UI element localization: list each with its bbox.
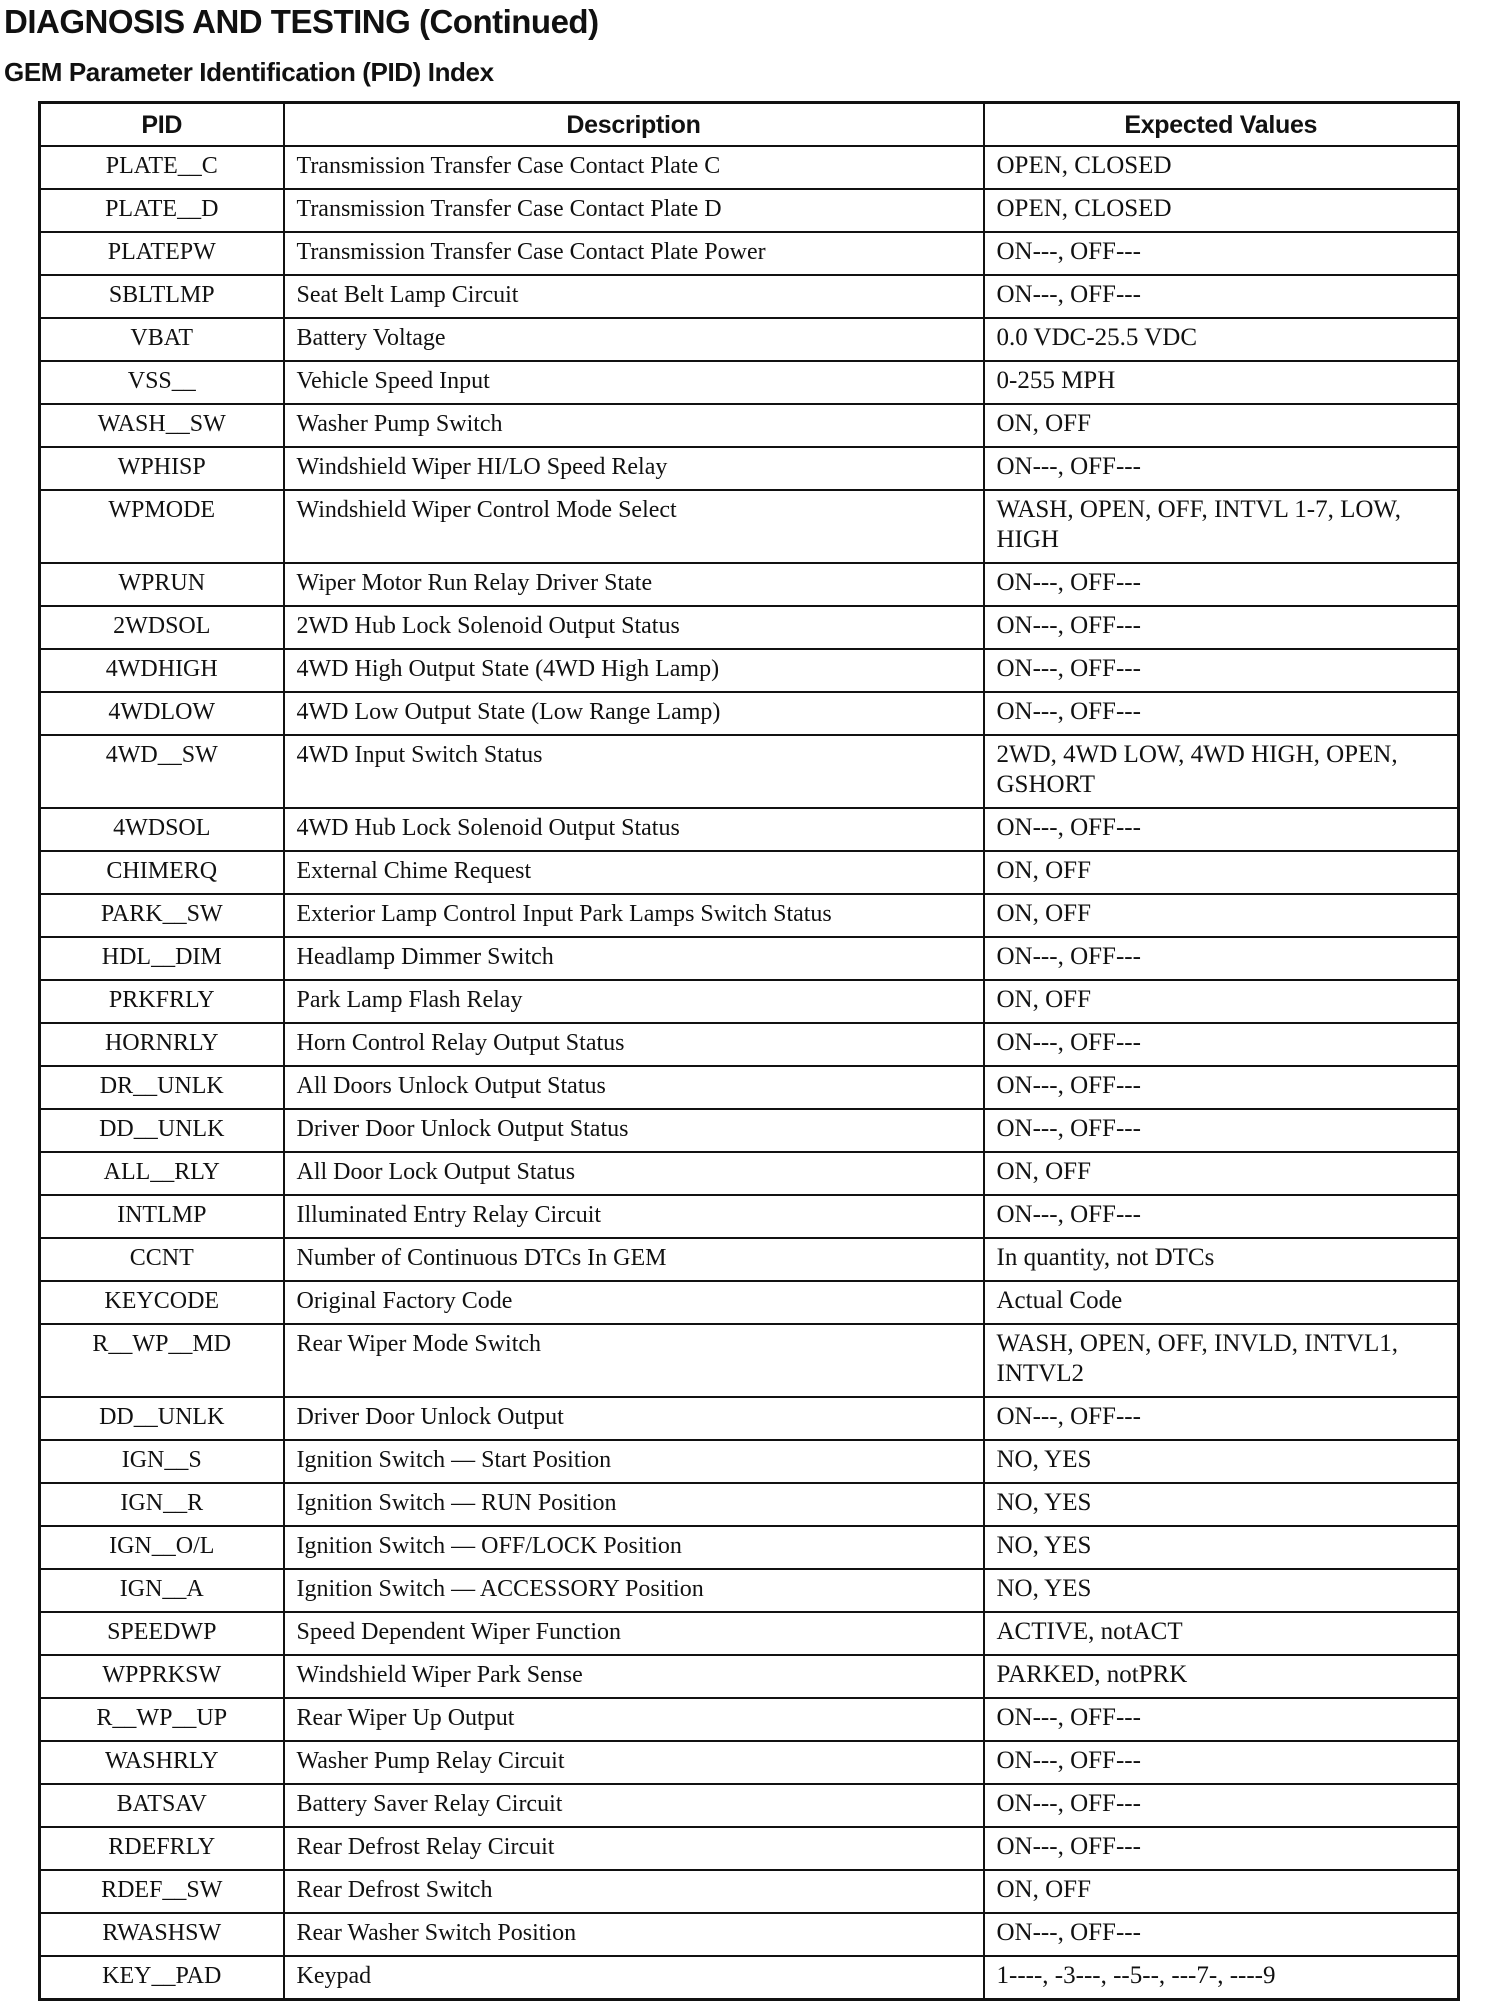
expected-values-cell: ON---, OFF--- — [984, 563, 1459, 606]
description-cell: Driver Door Unlock Output Status — [284, 1109, 984, 1152]
description-cell: 2WD Hub Lock Solenoid Output Status — [284, 606, 984, 649]
pid-cell: DD__UNLK — [40, 1397, 284, 1440]
table-row — [40, 1526, 1459, 1569]
description-cell: Rear Wiper Up Output — [284, 1698, 984, 1741]
description-cell: Battery Saver Relay Circuit — [284, 1784, 984, 1827]
expected-values-cell: ON---, OFF--- — [984, 275, 1459, 318]
pid-cell: VSS__ — [40, 361, 284, 404]
description-cell: Wiper Motor Run Relay Driver State — [284, 563, 984, 606]
table-row — [40, 735, 1459, 808]
expected-values-cell: WASH, OPEN, OFF, INVLD, INTVL1, INTVL2 — [984, 1324, 1459, 1397]
pid-cell: IGN__R — [40, 1483, 284, 1526]
expected-values-cell: ON---, OFF--- — [984, 1698, 1459, 1741]
table-row — [40, 1324, 1459, 1397]
expected-values-cell: ON---, OFF--- — [984, 1397, 1459, 1440]
description-cell: Vehicle Speed Input — [284, 361, 984, 404]
column-header-description: Description — [284, 103, 984, 147]
pid-cell: WASH__SW — [40, 404, 284, 447]
expected-values-cell: NO, YES — [984, 1526, 1459, 1569]
description-cell: Ignition Switch — ACCESSORY Position — [284, 1569, 984, 1612]
description-cell: Washer Pump Relay Circuit — [284, 1741, 984, 1784]
table-row — [40, 1870, 1459, 1913]
expected-values-cell: NO, YES — [984, 1440, 1459, 1483]
expected-values-cell: ON, OFF — [984, 1152, 1459, 1195]
table-row — [40, 1397, 1459, 1440]
description-cell: Number of Continuous DTCs In GEM — [284, 1238, 984, 1281]
expected-values-cell: ON, OFF — [984, 980, 1459, 1023]
table-row — [40, 1483, 1459, 1526]
description-cell: 4WD High Output State (4WD High Lamp) — [284, 649, 984, 692]
expected-values-cell: WASH, OPEN, OFF, INTVL 1-7, LOW, HIGH — [984, 490, 1459, 563]
pid-cell: CCNT — [40, 1238, 284, 1281]
description-cell: Windshield Wiper HI/LO Speed Relay — [284, 447, 984, 490]
table-row — [40, 1066, 1459, 1109]
description-cell: Driver Door Unlock Output — [284, 1397, 984, 1440]
description-cell: Headlamp Dimmer Switch — [284, 937, 984, 980]
expected-values-cell: In quantity, not DTCs — [984, 1238, 1459, 1281]
description-cell: Windshield Wiper Control Mode Select — [284, 490, 984, 563]
description-cell: Transmission Transfer Case Contact Plate D — [284, 189, 984, 232]
expected-values-cell: ON, OFF — [984, 1870, 1459, 1913]
expected-values-cell: 0-255 MPH — [984, 361, 1459, 404]
expected-values-cell: ON---, OFF--- — [984, 1827, 1459, 1870]
description-cell: 4WD Input Switch Status — [284, 735, 984, 808]
description-cell: Original Factory Code — [284, 1281, 984, 1324]
pid-cell: KEY__PAD — [40, 1956, 284, 2000]
pid-cell: DD__UNLK — [40, 1109, 284, 1152]
pid-cell: WPPRKSW — [40, 1655, 284, 1698]
expected-values-cell: ON, OFF — [984, 851, 1459, 894]
expected-values-cell: 1----, -3---, --5--, ---7-, ----9 — [984, 1956, 1459, 2000]
table-row — [40, 937, 1459, 980]
pid-cell: HDL__DIM — [40, 937, 284, 980]
table-row — [40, 1195, 1459, 1238]
pid-index-table — [38, 101, 1460, 2001]
table-row — [40, 980, 1459, 1023]
table-row — [40, 1956, 1459, 2000]
description-cell: Rear Defrost Switch — [284, 1870, 984, 1913]
column-header-pid: PID — [40, 103, 284, 147]
pid-cell: KEYCODE — [40, 1281, 284, 1324]
table-row — [40, 232, 1459, 275]
table-row — [40, 692, 1459, 735]
table-row — [40, 1440, 1459, 1483]
table-row — [40, 808, 1459, 851]
expected-values-cell: ON---, OFF--- — [984, 1066, 1459, 1109]
table-row — [40, 1238, 1459, 1281]
description-cell: Ignition Switch — OFF/LOCK Position — [284, 1526, 984, 1569]
pid-cell: ALL__RLY — [40, 1152, 284, 1195]
pid-cell: PLATE__C — [40, 146, 284, 189]
pid-cell: 4WD__SW — [40, 735, 284, 808]
expected-values-cell: ON---, OFF--- — [984, 1741, 1459, 1784]
table-header-row — [40, 103, 1459, 147]
expected-values-cell: ON---, OFF--- — [984, 649, 1459, 692]
pid-cell: PLATE__D — [40, 189, 284, 232]
description-cell: Ignition Switch — RUN Position — [284, 1483, 984, 1526]
description-cell: Ignition Switch — Start Position — [284, 1440, 984, 1483]
pid-cell: PLATEPW — [40, 232, 284, 275]
pid-cell: SPEEDWP — [40, 1612, 284, 1655]
pid-cell: PRKFRLY — [40, 980, 284, 1023]
expected-values-cell: ON---, OFF--- — [984, 447, 1459, 490]
expected-values-cell: ON, OFF — [984, 404, 1459, 447]
expected-values-cell: NO, YES — [984, 1569, 1459, 1612]
description-cell: Rear Defrost Relay Circuit — [284, 1827, 984, 1870]
expected-values-cell: ON---, OFF--- — [984, 808, 1459, 851]
table-row — [40, 649, 1459, 692]
table-row — [40, 894, 1459, 937]
expected-values-cell: ON---, OFF--- — [984, 606, 1459, 649]
description-cell: All Doors Unlock Output Status — [284, 1066, 984, 1109]
pid-cell: RDEFRLY — [40, 1827, 284, 1870]
table-row — [40, 404, 1459, 447]
table-row — [40, 361, 1459, 404]
expected-values-cell: ON---, OFF--- — [984, 1784, 1459, 1827]
table-row — [40, 1698, 1459, 1741]
description-cell: Speed Dependent Wiper Function — [284, 1612, 984, 1655]
table-row — [40, 1913, 1459, 1956]
expected-values-cell: 0.0 VDC-25.5 VDC — [984, 318, 1459, 361]
expected-values-cell: ON---, OFF--- — [984, 1913, 1459, 1956]
pid-cell: SBLTLMP — [40, 275, 284, 318]
expected-values-cell: ON---, OFF--- — [984, 1109, 1459, 1152]
page-heading: DIAGNOSIS AND TESTING (Continued) — [4, 3, 599, 40]
expected-values-cell: OPEN, CLOSED — [984, 189, 1459, 232]
expected-values-cell: 2WD, 4WD LOW, 4WD HIGH, OPEN, GSHORT — [984, 735, 1459, 808]
pid-cell: 2WDSOL — [40, 606, 284, 649]
expected-values-cell: NO, YES — [984, 1483, 1459, 1526]
pid-cell: INTLMP — [40, 1195, 284, 1238]
expected-values-cell: ON---, OFF--- — [984, 1023, 1459, 1066]
expected-values-cell: ON---, OFF--- — [984, 1195, 1459, 1238]
pid-cell: HORNRLY — [40, 1023, 284, 1066]
description-cell: Exterior Lamp Control Input Park Lamps Switch Status — [284, 894, 984, 937]
description-cell: Park Lamp Flash Relay — [284, 980, 984, 1023]
description-cell: 4WD Hub Lock Solenoid Output Status — [284, 808, 984, 851]
pid-cell: IGN__S — [40, 1440, 284, 1483]
pid-cell: WASHRLY — [40, 1741, 284, 1784]
description-cell: Seat Belt Lamp Circuit — [284, 275, 984, 318]
pid-cell: R__WP__MD — [40, 1324, 284, 1397]
description-cell: 4WD Low Output State (Low Range Lamp) — [284, 692, 984, 735]
description-cell: All Door Lock Output Status — [284, 1152, 984, 1195]
expected-values-cell: ON---, OFF--- — [984, 232, 1459, 275]
expected-values-cell: ON---, OFF--- — [984, 692, 1459, 735]
table-row — [40, 447, 1459, 490]
pid-cell: CHIMERQ — [40, 851, 284, 894]
description-cell: Battery Voltage — [284, 318, 984, 361]
description-cell: Keypad — [284, 1956, 984, 2000]
section-subheading: GEM Parameter Identification (PID) Index — [4, 57, 494, 87]
table-row — [40, 189, 1459, 232]
pid-cell: IGN__O/L — [40, 1526, 284, 1569]
description-cell: Rear Wiper Mode Switch — [284, 1324, 984, 1397]
pid-cell: WPMODE — [40, 490, 284, 563]
table-row — [40, 146, 1459, 189]
table-row — [40, 1655, 1459, 1698]
description-cell: Washer Pump Switch — [284, 404, 984, 447]
expected-values-cell: OPEN, CLOSED — [984, 146, 1459, 189]
pid-cell: R__WP__UP — [40, 1698, 284, 1741]
table-row — [40, 318, 1459, 361]
description-cell: Transmission Transfer Case Contact Plate Power — [284, 232, 984, 275]
pid-cell: DR__UNLK — [40, 1066, 284, 1109]
expected-values-cell: Actual Code — [984, 1281, 1459, 1324]
pid-cell: PARK__SW — [40, 894, 284, 937]
table-row — [40, 1612, 1459, 1655]
description-cell: Horn Control Relay Output Status — [284, 1023, 984, 1066]
table-row — [40, 1109, 1459, 1152]
table-row — [40, 1569, 1459, 1612]
pid-cell: IGN__A — [40, 1569, 284, 1612]
expected-values-cell: ON---, OFF--- — [984, 937, 1459, 980]
pid-cell: BATSAV — [40, 1784, 284, 1827]
description-cell: Windshield Wiper Park Sense — [284, 1655, 984, 1698]
table-row — [40, 1741, 1459, 1784]
description-cell: Transmission Transfer Case Contact Plate C — [284, 146, 984, 189]
expected-values-cell: ACTIVE, notACT — [984, 1612, 1459, 1655]
pid-cell: 4WDLOW — [40, 692, 284, 735]
pid-cell: WPRUN — [40, 563, 284, 606]
table-row — [40, 1023, 1459, 1066]
table-row — [40, 490, 1459, 563]
pid-cell: VBAT — [40, 318, 284, 361]
pid-cell: 4WDSOL — [40, 808, 284, 851]
pid-cell: RWASHSW — [40, 1913, 284, 1956]
table-row — [40, 1827, 1459, 1870]
table-row — [40, 275, 1459, 318]
description-cell: External Chime Request — [284, 851, 984, 894]
table-row — [40, 606, 1459, 649]
table-row — [40, 1784, 1459, 1827]
table-row — [40, 851, 1459, 894]
pid-cell: RDEF__SW — [40, 1870, 284, 1913]
table-row — [40, 563, 1459, 606]
expected-values-cell: ON, OFF — [984, 894, 1459, 937]
description-cell: Illuminated Entry Relay Circuit — [284, 1195, 984, 1238]
table-row — [40, 1152, 1459, 1195]
description-cell: Rear Washer Switch Position — [284, 1913, 984, 1956]
table-row — [40, 1281, 1459, 1324]
expected-values-cell: PARKED, notPRK — [984, 1655, 1459, 1698]
pid-cell: 4WDHIGH — [40, 649, 284, 692]
pid-cell: WPHISP — [40, 447, 284, 490]
column-header-expected-values: Expected Values — [984, 103, 1459, 147]
